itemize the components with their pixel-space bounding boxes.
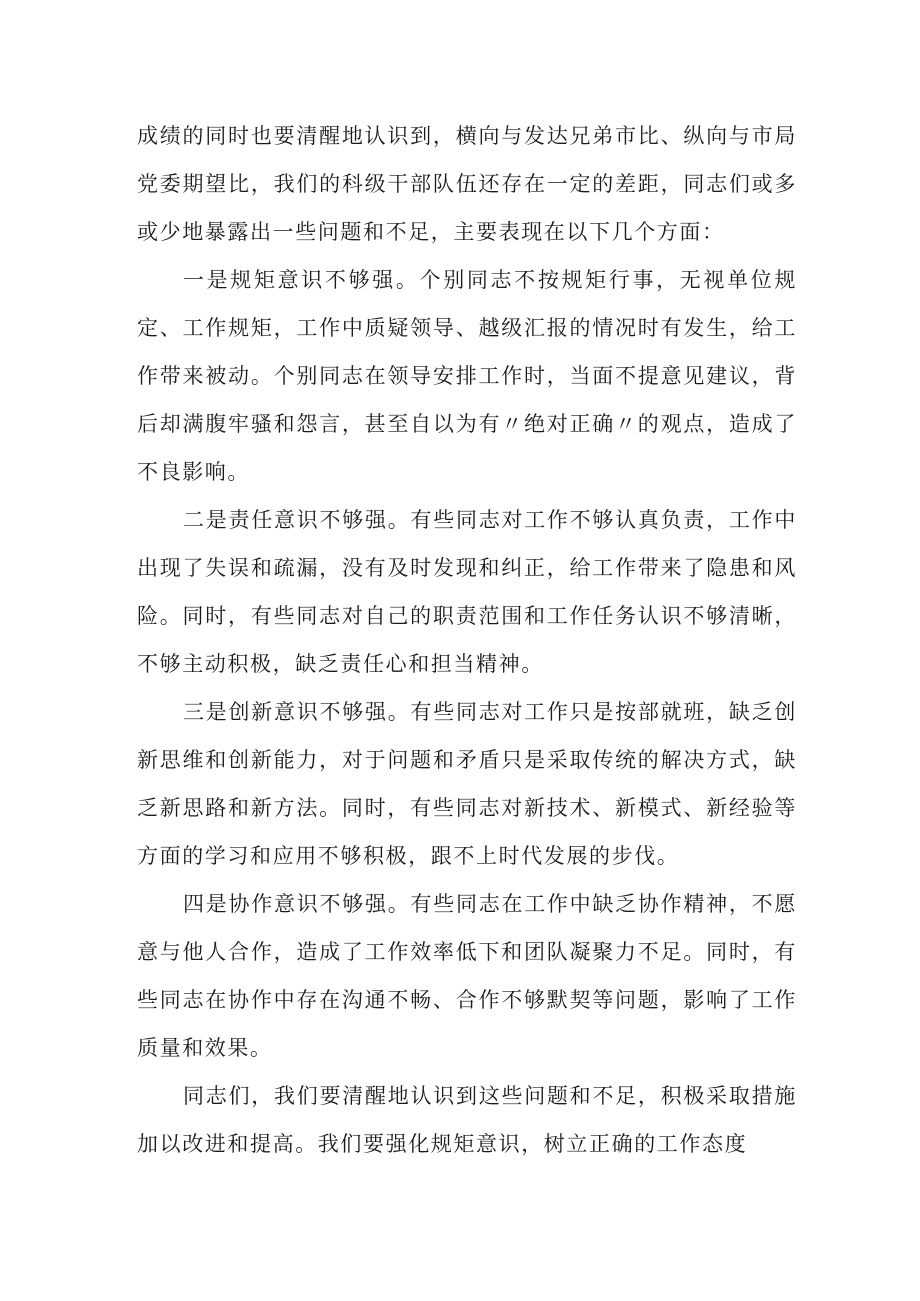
document-body <box>137 112 797 1168</box>
paragraph-cooperation-awareness: 四是协作意识不够强。有些同志在工作中缺乏协作精神，不愿意与他人合作，造成了工作效率低下和团队凝聚力不足。同时，有些同志在协作中存在沟通不畅、合作不够默契等问题，影响了工作质量和效果。 <box>137 892 797 1060</box>
paragraph-rules-awareness: 一是规矩意识不够强。个别同志不按规矩行事，无视单位规定、工作规矩，工作中质疑领导、越级汇报的情况时有发生，给工作带来被动。个别同志在领导安排工作时，当面不提意见建议，背后却满腹牢骚和怨言，甚至自以为有〃绝对正确〃的观点，造成了不良影响。 <box>137 268 797 484</box>
paragraph-conclusion: 同志们，我们要清醒地认识到这些问题和不足，积极采取措施加以改进和提高。我们要强化规矩意识，树立正确的工作态度 <box>137 1084 797 1156</box>
paragraph-responsibility-awareness: 二是责任意识不够强。有些同志对工作不够认真负责，工作中出现了失误和疏漏，没有及时发现和纠正，给工作带来了隐患和风险。同时，有些同志对自己的职责范围和工作任务认识不够清晰，不够主动积极，缺乏责任心和担当精神。 <box>137 508 797 676</box>
paragraph-innovation-awareness: 三是创新意识不够强。有些同志对工作只是按部就班，缺乏创新思维和创新能力，对于问题和矛盾只是采取传统的解决方式，缺乏新思路和新方法。同时，有些同志对新技术、新模式、新经验等方面的学习和应用不够积极，跟不上时代发展的步伐。 <box>137 700 797 868</box>
paragraph-intro: 成绩的同时也要清醒地认识到，横向与发达兄弟市比、纵向与市局党委期望比，我们的科级干部队伍还存在一定的差距，同志们或多或少地暴露出一些问题和不足，主要表现在以下几个方面： <box>137 124 797 244</box>
